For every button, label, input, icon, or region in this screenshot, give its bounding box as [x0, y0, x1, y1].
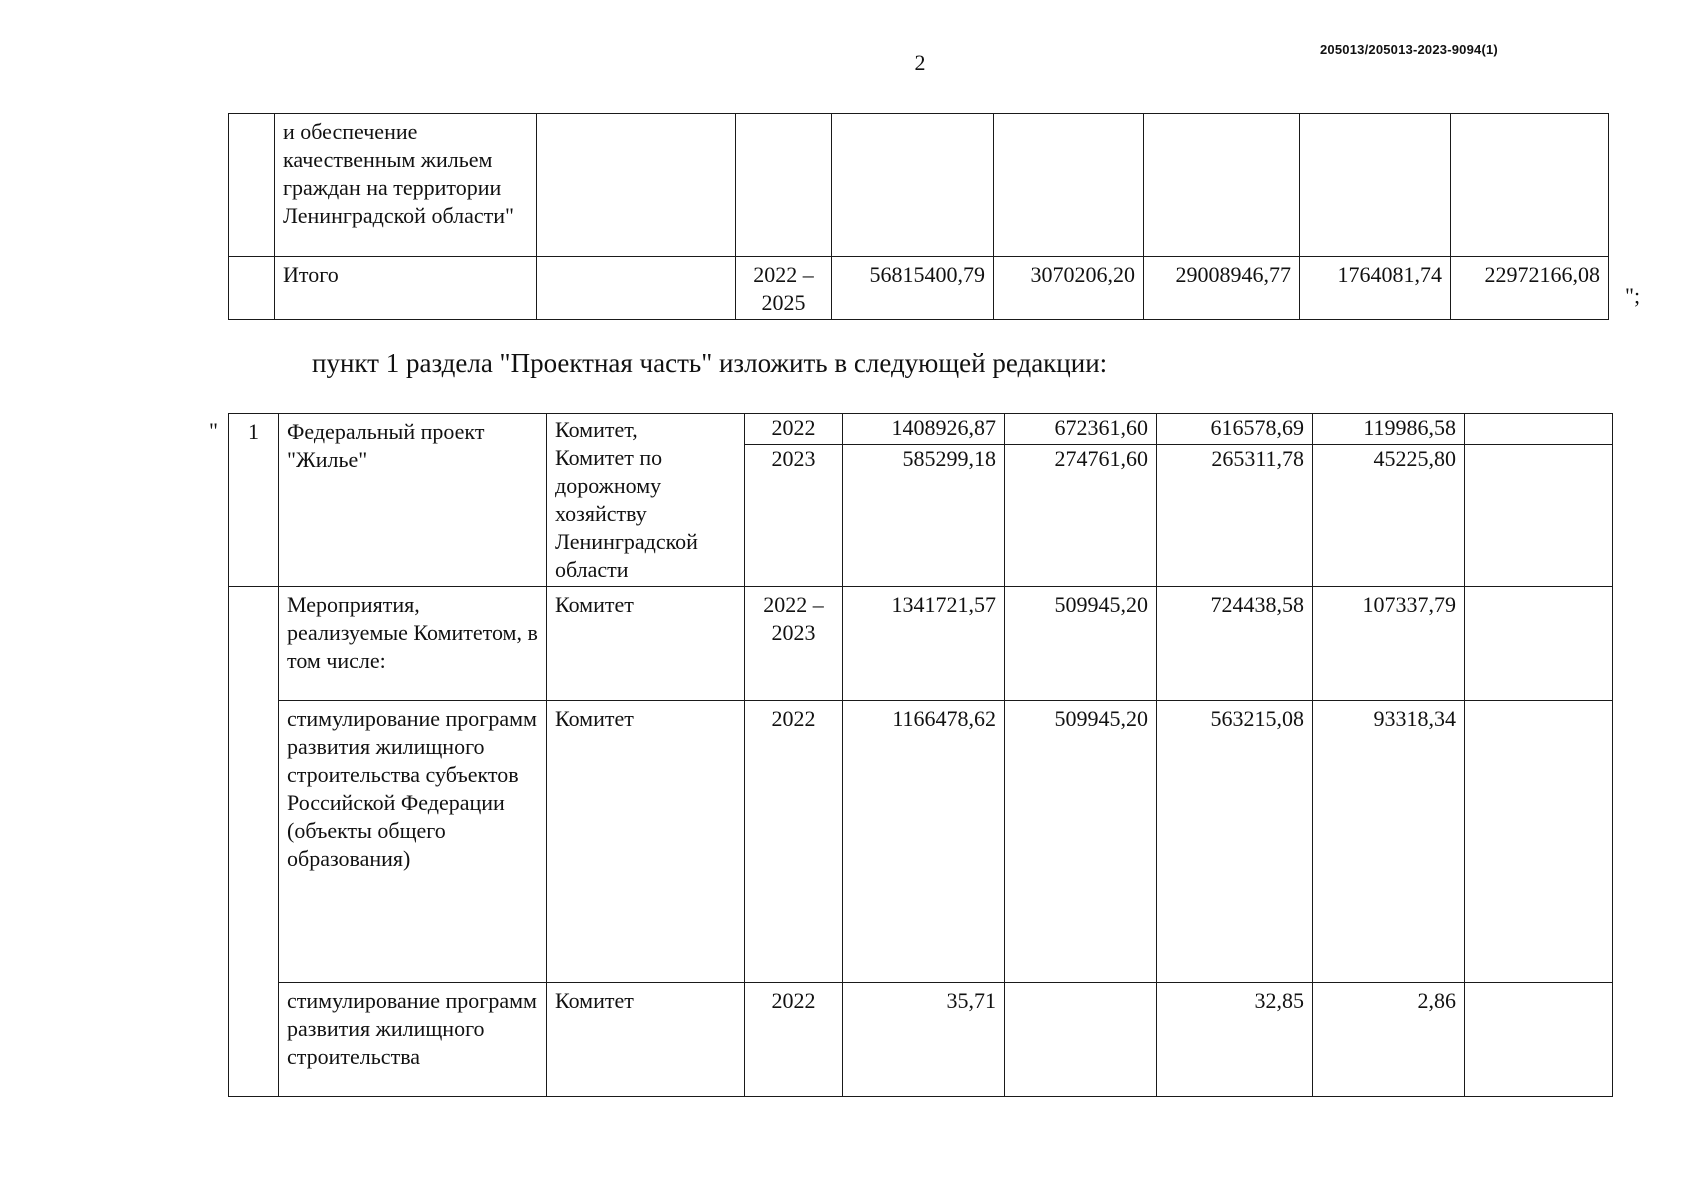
amendment-instruction: пункт 1 раздела "Проектная часть" изложить в следующей редакции:	[312, 348, 1108, 378]
opening-quote: "	[209, 418, 218, 443]
cell-years: 2022	[745, 983, 843, 1097]
cell-name: и обеспечение качественным жильем граждан на территории Ленинградской области"	[275, 114, 537, 257]
table-row	[229, 701, 1613, 983]
cell-federal	[994, 114, 1144, 257]
table-row	[229, 983, 1613, 1097]
executor-line: Комитет по дорожному хозяйству Ленинградской области	[555, 445, 698, 582]
cell-regional: 265311,78	[1157, 445, 1313, 587]
cell-name: Мероприятия, реализуемые Комитетом, в том числе:	[279, 587, 547, 701]
cell-municipal	[1300, 114, 1451, 257]
cell-municipal: 45225,80	[1313, 445, 1465, 587]
executor-line: Комитет,	[555, 417, 638, 442]
cell-num	[229, 257, 275, 320]
cell-federal: 672361,60	[1005, 414, 1157, 445]
cell-name: стимулирование программ развития жилищного строительства субъектов Российской Федерации (объекты общего образования)	[279, 701, 547, 983]
cell-federal: 509945,20	[1005, 587, 1157, 701]
cell-other	[1465, 414, 1613, 445]
cell-executor	[547, 414, 745, 587]
cell-executor	[537, 114, 736, 257]
cell-num	[229, 587, 279, 701]
cell-municipal: 107337,79	[1313, 587, 1465, 701]
cell-num	[229, 983, 279, 1097]
cell-regional: 32,85	[1157, 983, 1313, 1097]
cell-years	[736, 114, 832, 257]
page-number: 2	[914, 50, 926, 75]
cell-executor: Комитет	[547, 983, 745, 1097]
cell-regional: 563215,08	[1157, 701, 1313, 983]
table-row	[229, 414, 1613, 445]
cell-other	[1465, 445, 1613, 587]
cell-name: Федеральный проект "Жилье"	[279, 414, 547, 587]
closing-quote: ";	[1625, 283, 1641, 308]
cell-regional: 29008946,77	[1144, 257, 1300, 320]
cell-municipal: 93318,34	[1313, 701, 1465, 983]
cell-year: 2022	[745, 414, 843, 445]
cell-federal: 274761,60	[1005, 445, 1157, 587]
cell-years: 2022	[745, 701, 843, 983]
cell-total: 1341721,57	[843, 587, 1005, 701]
cell-total	[832, 114, 994, 257]
cell-name: стимулирование программ развития жилищного строительства	[279, 983, 547, 1097]
cell-total: 1408926,87	[843, 414, 1005, 445]
cell-total: 1166478,62	[843, 701, 1005, 983]
cell-regional: 616578,69	[1157, 414, 1313, 445]
cell-executor	[537, 257, 736, 320]
cell-years: 2022 – 2023	[745, 587, 843, 701]
cell-num	[229, 114, 275, 257]
cell-total: 585299,18	[843, 445, 1005, 587]
cell-federal: 3070206,20	[994, 257, 1144, 320]
table-row-total	[229, 257, 1609, 320]
cell-name: Итого	[275, 257, 537, 320]
cell-federal	[1005, 983, 1157, 1097]
cell-federal: 509945,20	[1005, 701, 1157, 983]
cell-years: 2022 – 2025	[736, 257, 832, 320]
cell-other	[1465, 983, 1613, 1097]
cell-municipal: 119986,58	[1313, 414, 1465, 445]
cell-other	[1451, 114, 1609, 257]
cell-regional: 724438,58	[1157, 587, 1313, 701]
cell-total: 56815400,79	[832, 257, 994, 320]
cell-municipal: 2,86	[1313, 983, 1465, 1097]
cell-executor: Комитет	[547, 587, 745, 701]
cell-year: 2023	[745, 445, 843, 587]
table-row	[229, 587, 1613, 701]
cell-other: 22972166,08	[1451, 257, 1609, 320]
cell-other	[1465, 701, 1613, 983]
cell-total: 35,71	[843, 983, 1005, 1097]
cell-municipal: 1764081,74	[1300, 257, 1451, 320]
document-code: 205013/205013-2023-9094(1)	[1320, 42, 1498, 57]
project-budget-table	[228, 413, 1613, 1097]
cell-num: 1	[229, 414, 279, 587]
cell-executor: Комитет	[547, 701, 745, 983]
budget-table-continuation	[228, 113, 1609, 320]
cell-regional	[1144, 114, 1300, 257]
cell-num	[229, 701, 279, 983]
table-row	[229, 114, 1609, 257]
cell-other	[1465, 587, 1613, 701]
